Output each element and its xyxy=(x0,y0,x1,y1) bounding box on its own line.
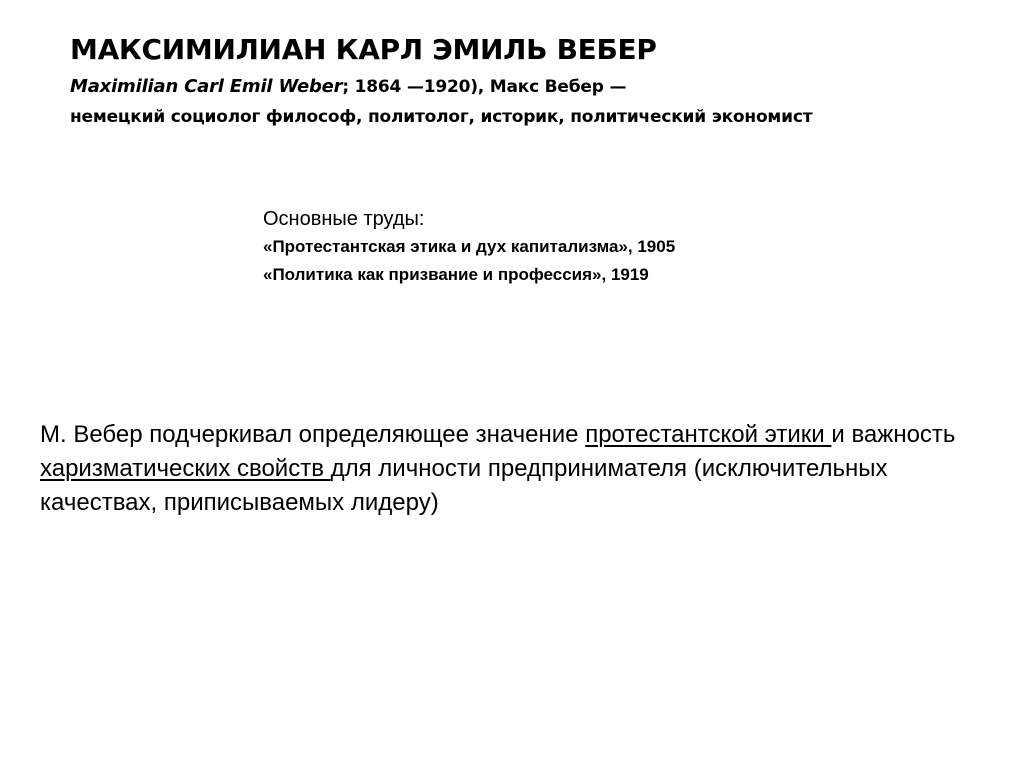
page-title: МАКСИМИЛИАН КАРЛ ЭМИЛЬ ВЕБЕР xyxy=(70,33,657,66)
main-works xyxy=(263,205,823,289)
latin-name: Maximilian Carl Emil Weber xyxy=(70,76,343,97)
work-item-protestant-ethic: «Протестантская этика и дух капитализма», 1905 xyxy=(263,237,676,256)
header xyxy=(70,30,850,132)
works-heading: Основные труды: xyxy=(263,208,425,230)
biography xyxy=(70,72,850,132)
statement-part-1: М. Вебер подчеркивал определяющее значение xyxy=(40,421,586,448)
work-item-politics-vocation: «Политика как призвание и профессия», 1919 xyxy=(263,265,649,284)
biography-description: немецкий социолог философ, политолог, историк, политический экономист xyxy=(70,107,813,127)
statement-charismatic-traits: харизматических свойств xyxy=(40,455,331,482)
main-statement xyxy=(40,418,1000,520)
statement-part-2: и важность xyxy=(831,421,956,448)
life-dates-alias: ; 1864 —1920), Макс Вебер — xyxy=(342,77,627,97)
statement-part-3: для личности предпринимателя (исключительных качествах, приписываемых лидеру) xyxy=(40,455,888,516)
statement-protestant-ethics: протестантской этики xyxy=(585,421,832,448)
